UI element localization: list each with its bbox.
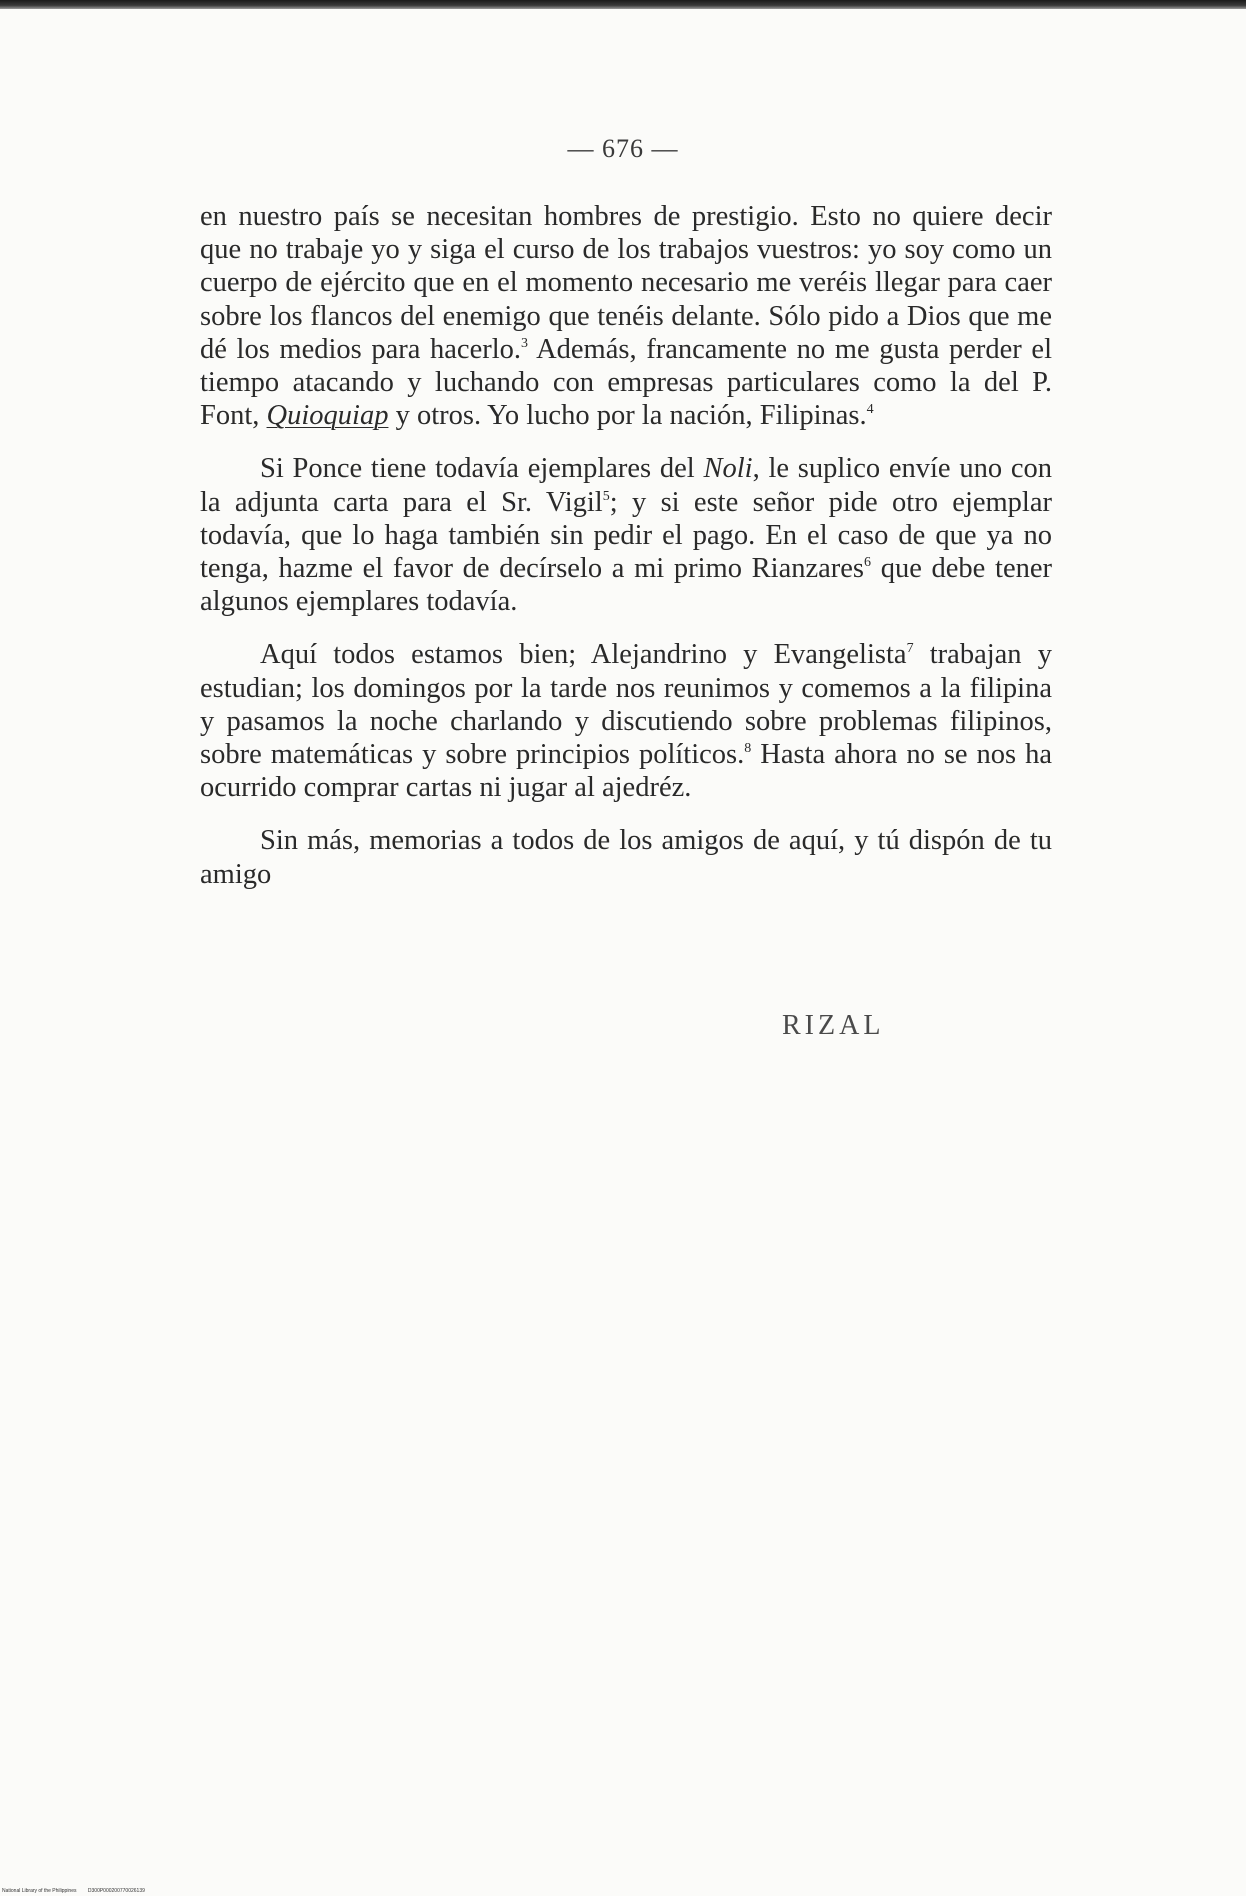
paragraph-1-text-3: y otros. Yo lucho por la nación, Filipinas. <box>388 400 867 432</box>
paragraph-1-text-2: Además, francamente no me gusta perder el tiempo atacando y luchando con empresas particulares como la del P. Font, <box>200 333 1052 432</box>
footnote-ref-6: 6 <box>864 555 872 571</box>
signature-rizal: RIZAL <box>782 1010 885 1041</box>
scan-footer <box>2 1888 155 1894</box>
footnote-ref-8: 8 <box>744 741 752 757</box>
footnote-ref-5: 5 <box>602 488 610 504</box>
paragraph-4 <box>200 824 1052 890</box>
paragraph-4-text: Sin más, memorias a todos de los amigos de aquí, y tú dispón de tu amigo <box>200 825 1052 890</box>
quioquiap-italic: Quioquiap <box>266 400 389 432</box>
paragraph-1 <box>200 200 1052 432</box>
footer-code: D300P000200770026139 <box>87 1888 145 1894</box>
footer-library: National Library of the Philippines <box>2 1888 77 1894</box>
letter-body <box>200 200 1052 891</box>
paragraph-2-text-4: que debe tener algunos ejemplares todavía. <box>200 553 1052 618</box>
footnote-ref-3: 3 <box>521 335 529 351</box>
paragraph-2 <box>200 452 1052 618</box>
footnote-ref-4: 4 <box>866 402 874 418</box>
noli-italic: Noli <box>703 453 753 485</box>
paragraph-2-text-1: Si Ponce tiene todavía ejemplares del <box>260 453 704 485</box>
paragraph-3-text-3: Hasta ahora no se nos ha ocurrido comprar cartas ni jugar al ajedréz. <box>200 739 1052 804</box>
paragraph-2-text-2: , le suplico envíe uno con la adjunta carta para el Sr. Vigil <box>200 453 1052 518</box>
paragraph-3-text-2: trabajan y estudian; los domingos por la tarde nos reunimos y comemos a la filipina y pasamos la noche charlando y discutiendo sobre problemas filipinos, sobre matemáticas y sobre principios políticos. <box>200 639 1052 771</box>
paragraph-3 <box>200 638 1052 804</box>
paragraph-1-text-1: en nuestro país se necesitan hombres de prestigio. Esto no quiere decir que no trabaje yo y siga el curso de los trabajos vuestros: yo soy como un cuerpo de ejército que en el momento necesario me veréis llegar para caer sobre los flancos del enemigo que tenéis delante. Sólo pido a Dios que me dé los medios para hacerlo. <box>200 201 1052 365</box>
paragraph-2-text-3: ; y si este señor pide otro ejemplar todavía, que lo haga también sin pedir el pago. En el caso de que ya no tenga, hazme el favor de decírselo a mi primo Rianzares <box>200 486 1052 585</box>
page-number: — 676 — <box>567 134 679 163</box>
scan-top-border <box>0 0 1246 9</box>
paragraph-3-text-1: Aquí todos estamos bien; Alejandrino y Evangelista <box>260 639 907 671</box>
footnote-ref-7: 7 <box>906 641 914 657</box>
